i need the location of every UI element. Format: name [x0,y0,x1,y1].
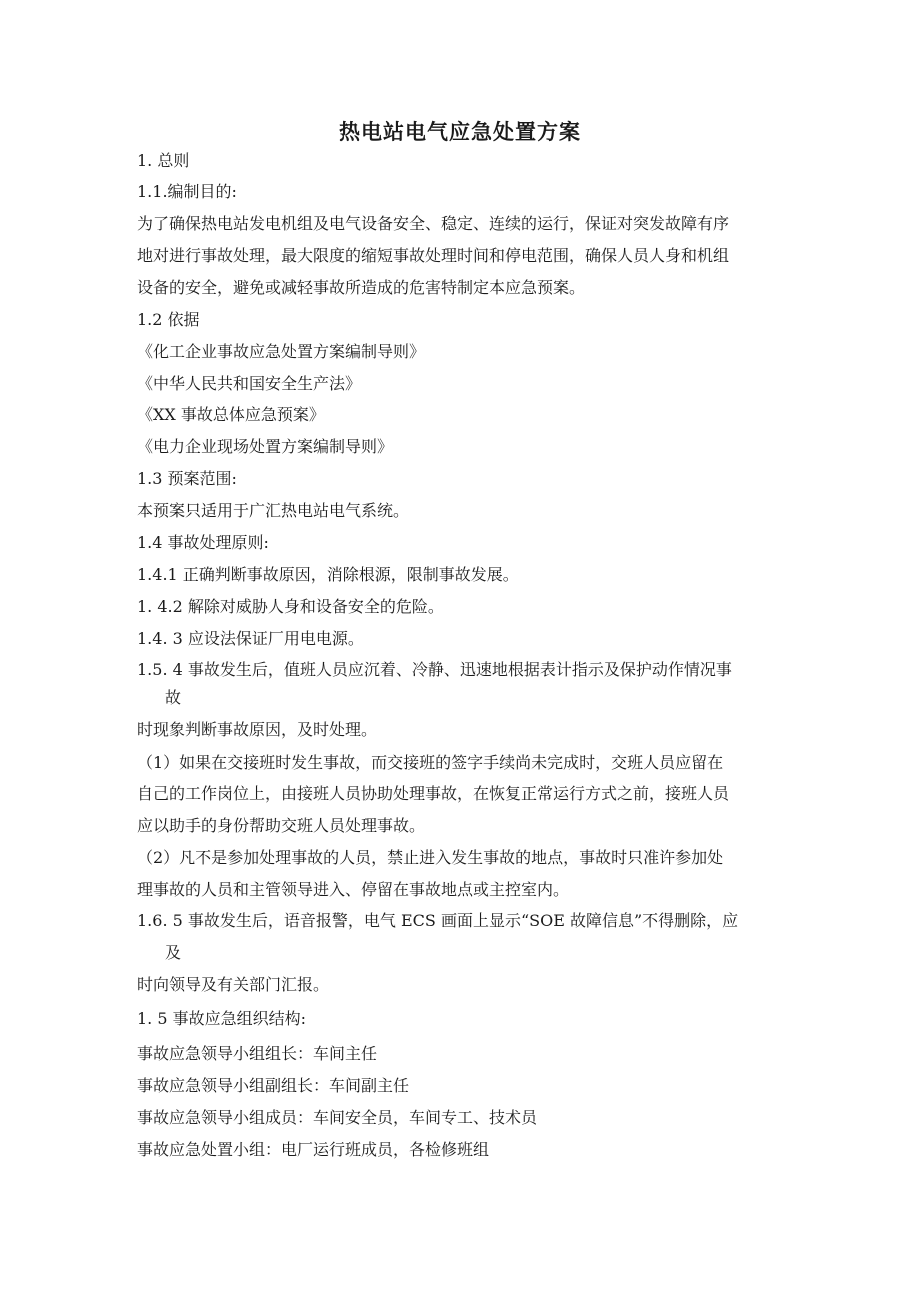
paragraph-line: 自己的工作岗位上，由接班人员协助处理事故，在恢复正常运行方式之前，接班人员 [137,784,730,803]
paragraph-line: （1）如果在交接班时发生事故，而交接班的签字手续尚未完成时，交班人员应留在 [137,753,724,772]
paragraph-line: 时现象判断事故原因，及时处理。 [137,720,378,739]
paragraph-line: 理事故的人员和主管领导进入、停留在事故地点或主控室内。 [137,880,570,899]
heading-scope: 1.3 预案范围: [137,469,237,488]
reference-item: 《中华人民共和国安全生产法》 [137,374,362,393]
reference-item: 《XX 事故总体应急预案》 [137,405,325,424]
principle-item: 1.4. 3 应设法保证厂用电电源。 [137,629,364,648]
heading-purpose: 1.1.编制目的: [137,182,237,201]
principle-item: 1. 4.2 解除对威胁人身和设备安全的危险。 [137,597,444,616]
organization-item: 事故应急处置小组：电厂运行班成员，各检修班组 [137,1140,490,1159]
paragraph-line: 应以助手的身份帮助交班人员处理事故。 [137,816,426,835]
principle-item: 1.6. 5 事故发生后，语音报警，电气 ECS 画面上显示“SOE 故障信息”不得删除，应 [137,911,739,930]
organization-item: 事故应急领导小组成员：车间安全员，车间专工、技术员 [137,1108,538,1127]
organization-item: 事故应急领导小组组长：车间主任 [137,1044,378,1063]
paragraph-line: 地对进行事故处理，最大限度的缩短事故处理时间和停电范围，确保人员人身和机组 [137,246,730,265]
reference-item: 《化工企业事故应急处置方案编制导则》 [137,342,426,361]
principle-item: 1.4.1 正确判断事故原因，消除根源，限制事故发展。 [137,565,519,584]
heading-organization: 1. 5 事故应急组织结构: [137,1009,307,1028]
principle-item: 1.5. 4 事故发生后，值班人员应沉着、冷静、迅速地根据表计指示及保护动作情况事 [137,660,732,679]
paragraph-line: （2）凡不是参加处理事故的人员，禁止进入发生事故的地点，事故时只准许参加处 [137,848,724,867]
paragraph-line: 本预案只适用于广汇热电站电气系统。 [137,501,410,520]
reference-item: 《电力企业现场处置方案编制导则》 [137,437,394,456]
wrapped-char: 故 [165,688,182,707]
paragraph-line: 为了确保热电站发电机组及电气设备安全、稳定、连续的运行，保证对突发故障有序 [137,214,730,233]
paragraph-line: 设备的安全，避免或减轻事故所造成的危害特制定本应急预案。 [137,278,586,297]
heading-principles: 1.4 事故处理原则: [137,533,269,552]
heading-basis: 1.2 依据 [137,310,200,329]
heading-general: 1. 总则 [137,151,190,170]
organization-item: 事故应急领导小组副组长：车间副主任 [137,1076,410,1095]
paragraph-line: 时向领导及有关部门汇报。 [137,975,330,994]
wrapped-char: 及 [165,943,182,962]
document-title: 热电站电气应急处置方案 [339,120,581,144]
